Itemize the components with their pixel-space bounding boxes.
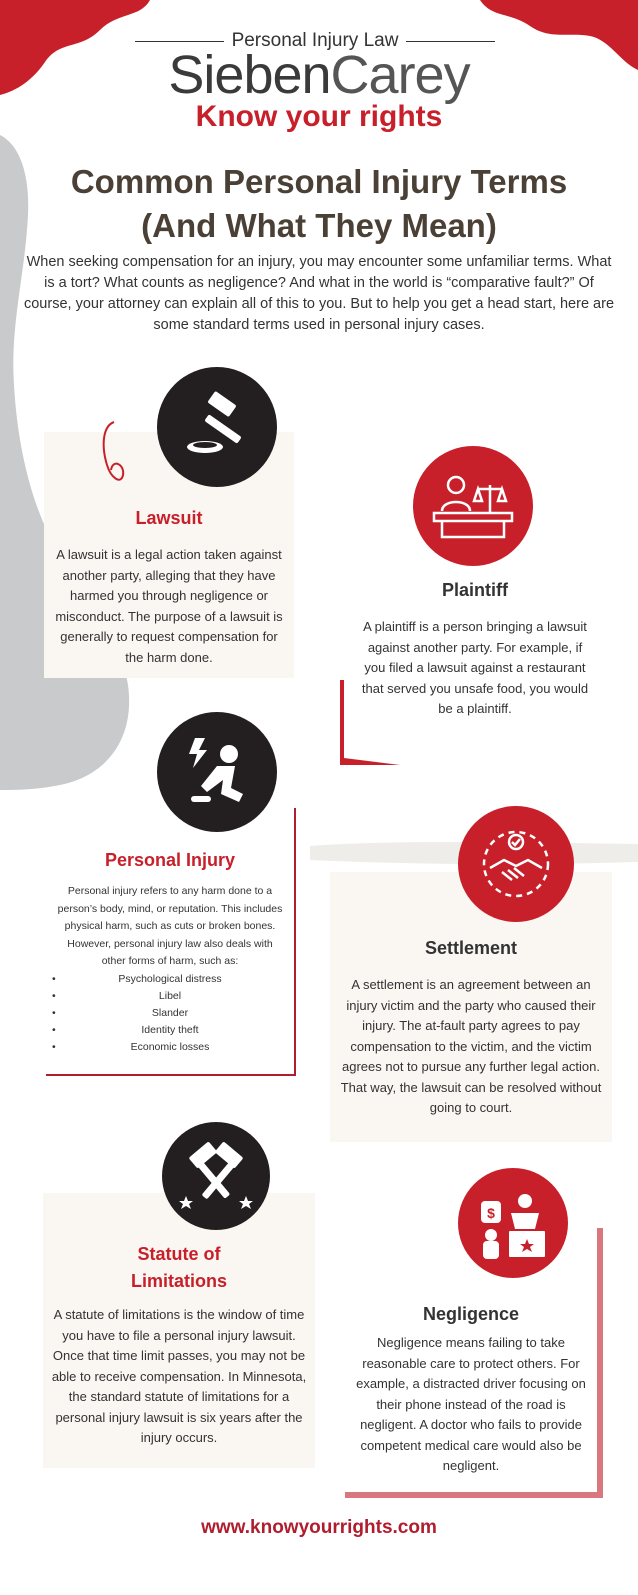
negligence-icon — [458, 1168, 568, 1278]
crossed-gavels-icon — [162, 1122, 270, 1230]
statute-heading — [43, 1241, 315, 1295]
negligence-heading: Negligence — [422, 1304, 520, 1324]
brand-logo — [0, 45, 638, 105]
category-label: Personal Injury Law — [231, 30, 399, 51]
handshake-icon — [458, 806, 574, 922]
plaintiff-card — [345, 575, 605, 755]
negligence-text: Negligence means failing to take reasonable care to protect others. For example, a distracted driver focusing on their phone instead of the road is negligent. A doctor who fails to provide competent medical care would also be negligent. — [356, 1335, 586, 1473]
list-item: • Identity theft — [70, 1022, 270, 1039]
tagline: Know your rights — [195, 100, 443, 133]
page-title — [0, 160, 638, 248]
statute-card — [43, 1193, 315, 1468]
brand-name-part2: Carey — [330, 45, 470, 105]
personal-injury-card — [46, 808, 296, 1076]
title-line-2: (And What They Mean) — [141, 207, 497, 244]
settlement-text: A settlement is an agreement between an injury victim and the party who caused their injury. The at-fault party agrees to pay compensation to the victim, and the victim agrees not to pursue any further legal action. That way, the lawsuit can be resolved without going to court. — [340, 977, 602, 1115]
brand-header — [0, 0, 638, 133]
personal-injury-heading: Personal Injury — [104, 850, 236, 870]
list-item: • Economic losses — [70, 1039, 270, 1056]
statute-text: A statute of limitations is the window of time you have to file a personal injury lawsuit. Once that time limit passes, you may not be able to receive compensation. In Minnesota, the standard statute of limitations for a personal injury lawsuit is six years after the injury occurs. — [51, 1307, 307, 1445]
plaintiff-text: A plaintiff is a person bringing a lawsuit against another party. For example, if you filed a lawsuit against a restaurant that served you unsafe food, you would be a plaintiff. — [361, 619, 589, 716]
website-link[interactable]: www.knowyourrights.com — [201, 1517, 437, 1538]
injured-person-icon — [157, 712, 277, 832]
lawsuit-heading: Lawsuit — [135, 508, 203, 528]
person-scales-icon — [413, 446, 533, 566]
svg-text:$: $ — [487, 1205, 495, 1221]
list-item: • Psychological distress — [70, 971, 270, 988]
personal-injury-text: Personal injury refers to any harm done to a person’s body, mind, or reputation. This includes physical harm, such as cuts or broken bones. However, personal injury law also deals with other forms of harm, such as: — [57, 885, 283, 967]
list-item: • Slander — [70, 1005, 270, 1022]
lawsuit-text: A lawsuit is a legal action taken against another party, alleging that they have harmed you through negligence or misconduct. The purpose of a lawsuit is generally to request compensation for the harm done. — [55, 547, 283, 665]
title-line-1: Common Personal Injury Terms — [70, 163, 568, 200]
intro-paragraph: When seeking compensation for an injury, you may encounter some unfamiliar terms. What is a tort? What counts as negligence? And what in the world is “comparative fault?” Of course, your attorney can explain all of this to you. But to help you get a head start, here are some standard terms used in personal injury cases. — [23, 254, 615, 333]
settlement-card — [330, 872, 612, 1142]
brand-name-part1: Sieben — [168, 45, 331, 105]
harm-list — [70, 971, 270, 1056]
plaintiff-heading: Plaintiff — [442, 580, 508, 600]
statute-heading-line-2: Limitations — [130, 1271, 227, 1291]
settlement-heading: Settlement — [424, 938, 518, 958]
gavel-icon — [157, 367, 277, 487]
negligence-card — [345, 1228, 603, 1498]
list-item: • Libel — [70, 988, 270, 1005]
red-swirl-decoration — [99, 420, 129, 490]
statute-heading-line-1: Statute of — [137, 1244, 221, 1264]
